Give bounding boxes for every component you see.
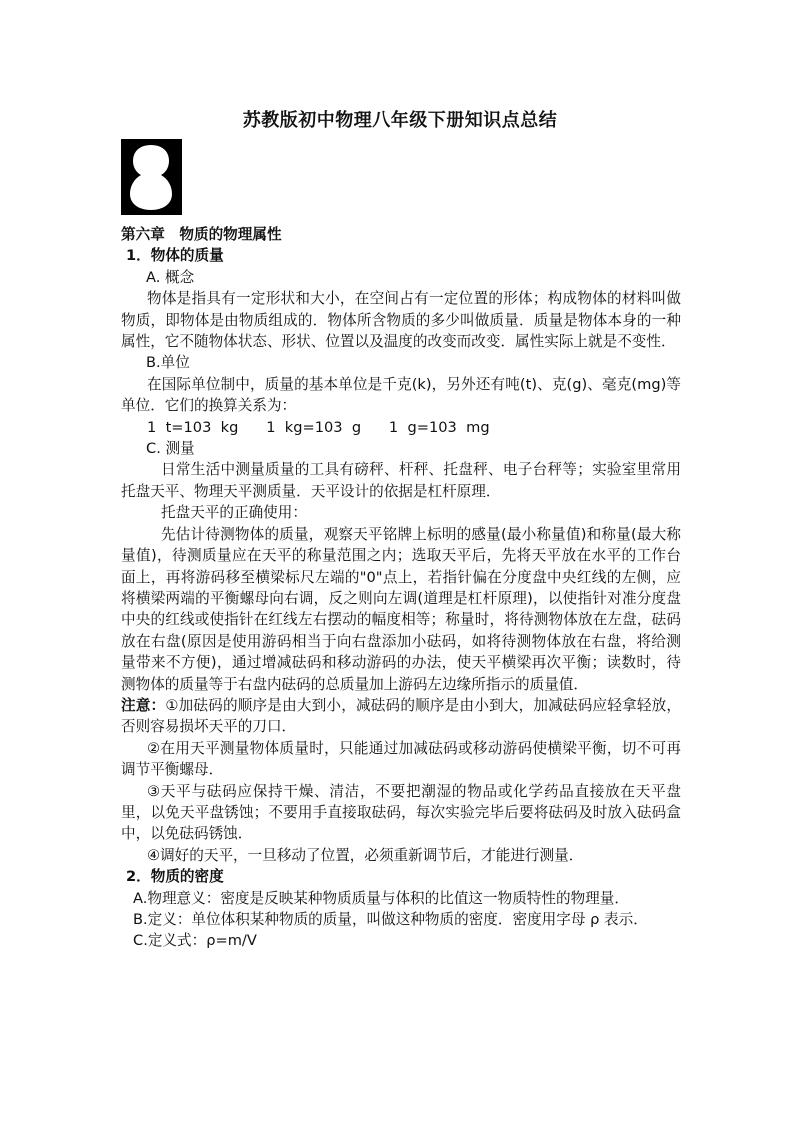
paragraph-balance-usage: 先估计待测物体的质量，观察天平铭牌上标明的感量(最小称量值)和称量(最大称量值)，待测质量应在天平的称量范围之内；选取天平后，先将天平放在水平的工作台面上，再将游码移至横梁标尺左端的"0"点上，若指针偏在分度盘中央红线的左侧，应将横梁两端的平衡螺母向右调，反之则向左调(道理是杠杆原理)，以使指针对准分度盘中央的红线或使指针在红线左右摆动的幅度相等；称量时，将待测物体放在左盘，砝码放在右盘(原因是使用游码相当于向右盘添加小砝码，如将待测物体放在右盘，将给测量带来不方便)，通过增减砝码和移动游码的办法，使天平横梁再次平衡；读数时，待测物体的质量等于右盘内砝码的总质量加上游码左边缘所指示的质量值． (121, 525, 681, 693)
logo-image (121, 139, 182, 215)
density-meaning: A.物理意义：密度是反映某种物质质量与体积的比值这一物质特性的物理量． (133, 889, 629, 907)
subheading-concept: A. 概念 (146, 268, 195, 286)
section-heading-density: 2．物质的密度 (126, 868, 224, 886)
density-definition: B.定义：单位体积某种物质的质量，叫做这种物质的密度．密度用字母 ρ 表示． (133, 911, 648, 928)
density-formula: C.定义式：ρ=m/V (133, 932, 257, 950)
subheading-balance-usage: 托盘天平的正确使用： (161, 504, 307, 522)
note-1-text: ①加砝码的顺序是由大到小，减砝码的顺序是由小到大，加减砝码应轻拿轻放，否则容易损坏天平的刀口． (121, 696, 681, 736)
paragraph-concept: 物体是指具有一定形状和大小，在空间占有一定位置的形体；构成物体的材料叫做物质，即物体是由物质组成的．物体所含物质的多少叫做质量．质量是物体本身的一种属性，它不随物体状态、形状、位置以及温度的改变而改变．属性实际上就是不变性． (121, 290, 681, 351)
document-body (121, 224, 681, 952)
subheading-measurement: C. 测量 (146, 440, 195, 458)
subheading-unit: B.单位 (146, 354, 190, 372)
note-4: ④调好的天平，一旦移动了位置，必须重新调节后，才能进行测量． (147, 846, 584, 864)
note-3: ③天平与砝码应保持干燥、清洁，不要把潮湿的物品或化学药品直接放在天平盘里，以免天平盘锈蚀；不要用手直接取砝码，每次实验完毕后要将砝码及时放入砝码盒中，以免砝码锈蚀． (121, 782, 681, 843)
section-heading-mass: 1．物体的质量 (126, 247, 224, 265)
chapter-heading: 第六章 物质的物理属性 (121, 226, 282, 243)
note-label: 注意： (121, 696, 166, 714)
note-2: ②在用天平测量物体质量时，只能通过加减砝码或移动游码使横梁平衡，切不可再调节平衡螺母． (121, 739, 681, 779)
paragraph-measurement: 日常生活中测量质量的工具有磅秤、杆秤、托盘秤、电子台秤等；实验室里常用托盘天平、物理天平测质量．天平设计的依据是杠杆原理． (121, 461, 681, 500)
paragraph-unit: 在国际单位制中，质量的基本单位是千克(k)，另外还有吨(t)、克(g)、毫克(mg)等单位．它们的换算关系为： (121, 375, 681, 415)
note-1 (121, 695, 681, 738)
document-title: 苏教版初中物理八年级下册知识点总结 (242, 110, 558, 131)
digit-eight-icon (121, 139, 182, 215)
unit-conversion: 1 t=103 kg 1 kg=103 g 1 g=103 mg (147, 418, 490, 436)
